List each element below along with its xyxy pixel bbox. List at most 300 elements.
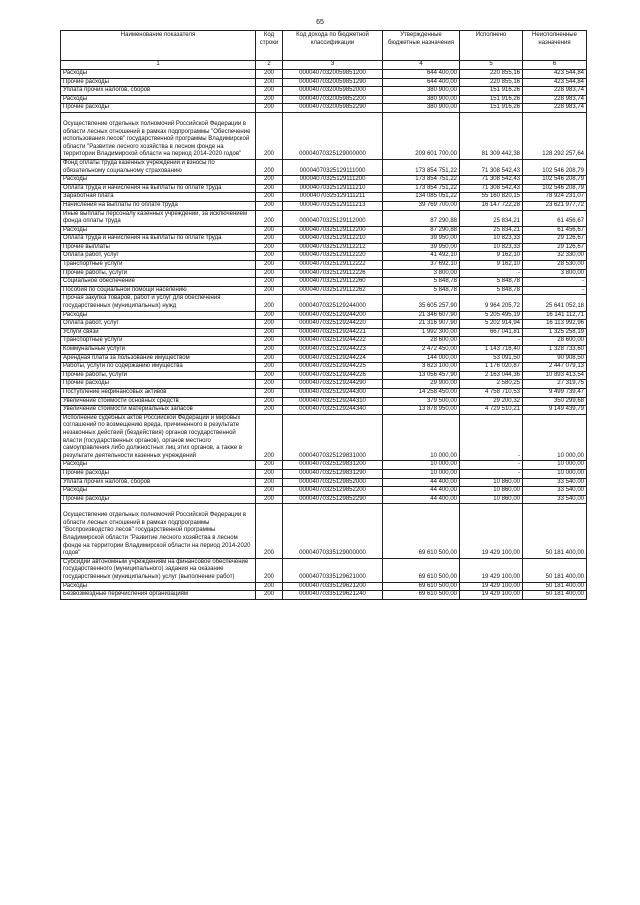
row-approved: 644 400,00 — [383, 78, 460, 87]
row-remaining: 23 621 977,72 — [523, 201, 587, 210]
row-remaining: 228 983,74 — [523, 87, 587, 96]
row-approved: 37 692,10 — [383, 261, 460, 270]
row-income-code: 00004070325129831200 — [283, 461, 383, 470]
row-approved: 69 610 500,00 — [383, 582, 460, 591]
row-remaining: 29 126,67 — [523, 243, 587, 252]
row-approved: 5 848,78 — [383, 286, 460, 295]
row-approved: 10 000,00 — [383, 414, 460, 461]
row-line-code: 200 — [256, 95, 283, 104]
row-income-code: 00004070325129244000 — [283, 295, 383, 311]
table-row — [61, 397, 587, 406]
table-row — [61, 269, 587, 278]
table-row — [61, 388, 587, 397]
row-approved: 69 610 500,00 — [383, 504, 460, 559]
row-name: Пособия по социальной помощи населению — [61, 286, 256, 295]
row-line-code: 200 — [256, 269, 283, 278]
row-line-code: 200 — [256, 354, 283, 363]
row-income-code: 00004070325129112222 — [283, 261, 383, 270]
row-executed: 10 823,33 — [460, 235, 523, 244]
row-name: Исполнение судебных актов Российской Федерации и мировых соглашений по возмещению вреда, причиненного в результате незаконных действий (бездействия) органов государственной власти (государственных органов), органов местного самоуправления либо должностных лиц этих органов, а также в результате деятельности казенных учреждений — [61, 414, 256, 461]
row-approved: 173 854 751,22 — [383, 176, 460, 185]
row-name: Транспортные услуги — [61, 261, 256, 270]
row-income-code: 00004070325129852000 — [283, 478, 383, 487]
table-row — [61, 210, 587, 226]
row-name: Прочие расходы — [61, 380, 256, 389]
row-remaining: - — [523, 286, 587, 295]
row-line-code: 200 — [256, 184, 283, 193]
row-executed: 25 834,21 — [460, 210, 523, 226]
row-approved: 39 769 700,00 — [383, 201, 460, 210]
row-income-code: 00004070325129831000 — [283, 414, 383, 461]
row-executed: 2 580,25 — [460, 380, 523, 389]
row-name: Прочие расходы — [61, 78, 256, 87]
row-income-code: 00004070320059851200 — [283, 70, 383, 79]
row-approved: 173 854 751,22 — [383, 184, 460, 193]
row-income-code: 00004070335129621240 — [283, 591, 383, 600]
table-row — [61, 461, 587, 470]
row-line-code: 200 — [256, 210, 283, 226]
row-line-code: 200 — [256, 328, 283, 337]
row-name: Прочие расходы — [61, 469, 256, 478]
row-income-code: 00004070325129244225 — [283, 363, 383, 372]
row-remaining: 102 546 208,79 — [523, 176, 587, 185]
table-row — [61, 337, 587, 346]
row-approved: 13 056 457,90 — [383, 371, 460, 380]
row-approved: 35 605 257,90 — [383, 295, 460, 311]
page-number: 65 — [316, 19, 324, 26]
row-income-code: 00004070325129112210 — [283, 235, 383, 244]
row-approved: 87 290,88 — [383, 210, 460, 226]
row-approved: 29 900,00 — [383, 380, 460, 389]
row-income-code: 00004070325129112226 — [283, 269, 383, 278]
row-executed: - — [460, 337, 523, 346]
table-row — [61, 504, 587, 559]
row-line-code: 200 — [256, 261, 283, 270]
row-executed: 151 916,26 — [460, 87, 523, 96]
row-executed: 10 860,00 — [460, 478, 523, 487]
row-line-code: 200 — [256, 295, 283, 311]
table-row — [61, 469, 587, 478]
table-row — [61, 346, 587, 355]
column-number: 1 — [61, 61, 256, 70]
row-remaining: 28 530,00 — [523, 261, 587, 270]
row-name: Расходы — [61, 582, 256, 591]
row-income-code: 00004070325129112200 — [283, 226, 383, 235]
row-remaining: - — [523, 278, 587, 287]
row-executed: 71 308 542,43 — [460, 176, 523, 185]
table-row — [61, 243, 587, 252]
row-approved: 10 000,00 — [383, 461, 460, 470]
row-line-code: 200 — [256, 226, 283, 235]
row-executed: 4 758 710,53 — [460, 388, 523, 397]
row-income-code: 00004070325129244290 — [283, 380, 383, 389]
row-name: Заработная плата — [61, 193, 256, 202]
row-executed: 5 848,78 — [460, 278, 523, 287]
row-executed: 19 429 100,00 — [460, 504, 523, 559]
row-line-code: 200 — [256, 278, 283, 287]
row-name: Услуги связи — [61, 328, 256, 337]
table-row — [61, 320, 587, 329]
row-name: Расходы — [61, 70, 256, 79]
table-row — [61, 95, 587, 104]
table-row — [61, 311, 587, 320]
row-line-code: 200 — [256, 70, 283, 79]
table-row — [61, 159, 587, 175]
row-executed: 25 834,21 — [460, 226, 523, 235]
table-row — [61, 226, 587, 235]
row-remaining: 1 328 733,60 — [523, 346, 587, 355]
row-approved: 69 610 500,00 — [383, 558, 460, 582]
row-executed: 667 041,81 — [460, 328, 523, 337]
table-row — [61, 354, 587, 363]
row-line-code: 200 — [256, 252, 283, 261]
row-executed: 220 855,16 — [460, 70, 523, 79]
header-executed: Исполнено — [460, 31, 523, 61]
row-executed: - — [460, 469, 523, 478]
row-remaining: 423 544,84 — [523, 78, 587, 87]
row-executed: 220 855,16 — [460, 78, 523, 87]
row-name: Прочие расходы — [61, 495, 256, 504]
row-executed: - — [460, 269, 523, 278]
row-name: Транспортные услуги — [61, 337, 256, 346]
table-row — [61, 112, 587, 159]
table-row — [61, 487, 587, 496]
row-executed: - — [460, 414, 523, 461]
row-remaining: 27 319,75 — [523, 380, 587, 389]
row-income-code: 00004070335129621000 — [283, 558, 383, 582]
row-remaining: 16 141 112,71 — [523, 311, 587, 320]
row-executed: 5 202 914,94 — [460, 320, 523, 329]
row-approved: 21 316 907,90 — [383, 320, 460, 329]
row-income-code: 00004070325129111213 — [283, 201, 383, 210]
row-executed: - — [460, 461, 523, 470]
row-executed: 2 163 044,36 — [460, 371, 523, 380]
row-executed: 53 091,50 — [460, 354, 523, 363]
row-line-code: 200 — [256, 504, 283, 559]
row-remaining: 61 456,67 — [523, 226, 587, 235]
row-income-code: 00004070325129112262 — [283, 286, 383, 295]
row-name: Осуществление отдельных полномочий Российской Федерации в области лесных отношений в рамках подпрограммы "Обеспечение использования лесов" государственной программы Владимирской области "Развитие лесного хозяйства в лесном фонде на территории Владимирской области на период 2014-2020 годов" — [61, 112, 256, 159]
row-remaining: 16 113 992,96 — [523, 320, 587, 329]
row-approved: 644 400,00 — [383, 70, 460, 79]
row-remaining: 33 540,00 — [523, 478, 587, 487]
row-approved: 39 950,00 — [383, 235, 460, 244]
row-name: Прочие работы, услуги — [61, 371, 256, 380]
table-row — [61, 406, 587, 415]
row-income-code: 00004070325129112220 — [283, 252, 383, 261]
row-name: Поступление нефинансовых активов — [61, 388, 256, 397]
budget-execution-table — [60, 30, 587, 600]
row-executed: 10 860,00 — [460, 495, 523, 504]
row-income-code: 00004070325129244310 — [283, 397, 383, 406]
row-name: Социальное обеспечение — [61, 278, 256, 287]
row-name: Работы, услуги по содержанию имущества — [61, 363, 256, 372]
row-remaining: 50 181 400,00 — [523, 591, 587, 600]
row-approved: 10 000,00 — [383, 469, 460, 478]
row-name: Расходы — [61, 461, 256, 470]
row-executed: 151 916,26 — [460, 95, 523, 104]
row-remaining: 423 544,84 — [523, 70, 587, 79]
row-line-code: 200 — [256, 380, 283, 389]
row-approved: 14 258 450,00 — [383, 388, 460, 397]
row-executed: 55 160 820,15 — [460, 193, 523, 202]
row-executed: 151 916,26 — [460, 104, 523, 113]
row-name: Расходы — [61, 95, 256, 104]
row-executed: 9 162,10 — [460, 252, 523, 261]
row-remaining: 9 149 439,79 — [523, 406, 587, 415]
row-income-code: 00004070325129244220 — [283, 320, 383, 329]
row-line-code: 200 — [256, 311, 283, 320]
table-row — [61, 582, 587, 591]
row-approved: 87 290,88 — [383, 226, 460, 235]
row-line-code: 200 — [256, 388, 283, 397]
table-row — [61, 295, 587, 311]
row-line-code: 200 — [256, 582, 283, 591]
row-income-code: 00004070325129112000 — [283, 210, 383, 226]
header-income-code: Код дохода по бюджетной классификации — [283, 31, 383, 61]
row-executed: 16 147 722,28 — [460, 201, 523, 210]
row-executed: 1 176 020,87 — [460, 363, 523, 372]
row-remaining: 1 325 258,19 — [523, 328, 587, 337]
table-row — [61, 363, 587, 372]
row-name: Безвозмездные перечисления организациям — [61, 591, 256, 600]
row-approved: 380 900,00 — [383, 104, 460, 113]
row-name: Расходы — [61, 226, 256, 235]
row-approved: 39 950,00 — [383, 243, 460, 252]
table-row — [61, 193, 587, 202]
row-name: Коммунальные услуги — [61, 346, 256, 355]
row-name: Прочая закупка товаров, работ и услуг для обеспечения государственных (муниципальных) нужд — [61, 295, 256, 311]
table-row — [61, 78, 587, 87]
row-remaining: 33 540,00 — [523, 495, 587, 504]
row-line-code: 200 — [256, 104, 283, 113]
row-executed: 19 429 100,00 — [460, 582, 523, 591]
row-remaining: 32 330,00 — [523, 252, 587, 261]
header-line-code: Код строки — [256, 31, 283, 61]
row-remaining: 28 600,00 — [523, 337, 587, 346]
row-income-code: 00004070325129244340 — [283, 406, 383, 415]
row-line-code: 200 — [256, 406, 283, 415]
header-remaining: Неисполненные назначения — [523, 31, 587, 61]
row-executed: 9 162,10 — [460, 261, 523, 270]
row-income-code: 00004070320059852290 — [283, 104, 383, 113]
row-name: Увеличение стоимости основных средств — [61, 397, 256, 406]
row-executed: 5 848,78 — [460, 286, 523, 295]
row-name: Расходы — [61, 311, 256, 320]
row-income-code: 00004070325129111000 — [283, 159, 383, 175]
row-name: Фонд оплаты труда казенных учреждений и взносы по обязательному социальному страхованию — [61, 159, 256, 175]
table-row — [61, 184, 587, 193]
row-name: Расходы — [61, 176, 256, 185]
row-approved: 44 400,00 — [383, 495, 460, 504]
row-remaining: 50 181 400,00 — [523, 504, 587, 559]
row-approved: 134 085 051,22 — [383, 193, 460, 202]
row-income-code: 00004070325129852290 — [283, 495, 383, 504]
row-approved: 380 900,00 — [383, 95, 460, 104]
row-approved: 5 848,78 — [383, 278, 460, 287]
table-row — [61, 201, 587, 210]
column-number: 6 — [523, 61, 587, 70]
row-approved: 44 400,00 — [383, 478, 460, 487]
row-remaining: 25 641 052,18 — [523, 295, 587, 311]
row-income-code: 00004070325129244300 — [283, 388, 383, 397]
row-name: Оплата труда и начисления на выплаты по оплате труда — [61, 184, 256, 193]
row-line-code: 200 — [256, 159, 283, 175]
row-line-code: 200 — [256, 176, 283, 185]
row-income-code: 00004070325129831290 — [283, 469, 383, 478]
row-line-code: 200 — [256, 478, 283, 487]
row-income-code: 00004070335129621200 — [283, 582, 383, 591]
row-remaining: 228 983,74 — [523, 95, 587, 104]
row-executed: 29 200,32 — [460, 397, 523, 406]
row-approved: 144 000,00 — [383, 354, 460, 363]
row-income-code: 00004070325129244224 — [283, 354, 383, 363]
row-remaining: 102 546 208,79 — [523, 184, 587, 193]
row-remaining: 78 924 231,07 — [523, 193, 587, 202]
row-executed: 4 729 510,21 — [460, 406, 523, 415]
row-line-code: 200 — [256, 363, 283, 372]
row-line-code: 200 — [256, 78, 283, 87]
row-name: Увеличение стоимости материальных запасов — [61, 406, 256, 415]
row-approved: 3 800,00 — [383, 269, 460, 278]
row-name: Прочие работы, услуги — [61, 269, 256, 278]
row-line-code: 200 — [256, 346, 283, 355]
row-name: Иные выплаты персоналу казенных учреждений, за исключением фонда оплаты труда — [61, 210, 256, 226]
row-executed: 71 308 542,43 — [460, 159, 523, 175]
table-row — [61, 558, 587, 582]
row-approved: 28 600,00 — [383, 337, 460, 346]
row-remaining: 90 908,50 — [523, 354, 587, 363]
row-line-code: 200 — [256, 193, 283, 202]
table-row — [61, 104, 587, 113]
column-number: 4 — [383, 61, 460, 70]
table-row — [61, 328, 587, 337]
row-executed: 9 964 205,72 — [460, 295, 523, 311]
row-approved: 173 854 751,22 — [383, 159, 460, 175]
row-name: Оплата работ, услуг — [61, 320, 256, 329]
row-approved: 2 472 450,00 — [383, 346, 460, 355]
table-row — [61, 252, 587, 261]
column-number: 3 — [283, 61, 383, 70]
header-approved: Утвержденные бюджетные назначения — [383, 31, 460, 61]
table-row — [61, 380, 587, 389]
row-remaining: 29 126,67 — [523, 235, 587, 244]
row-name: Арендная плата за пользование имуществом — [61, 354, 256, 363]
row-approved: 69 610 500,00 — [383, 591, 460, 600]
row-line-code: 200 — [256, 201, 283, 210]
row-approved: 41 492,10 — [383, 252, 460, 261]
table-row — [61, 278, 587, 287]
row-income-code: 00004070325129244223 — [283, 346, 383, 355]
row-income-code: 00004070335129000000 — [283, 504, 383, 559]
row-executed: 19 429 100,00 — [460, 558, 523, 582]
row-remaining: 128 292 257,64 — [523, 112, 587, 159]
row-line-code: 200 — [256, 286, 283, 295]
row-remaining: 9 499 739,47 — [523, 388, 587, 397]
row-remaining: 61 456,67 — [523, 210, 587, 226]
row-line-code: 200 — [256, 495, 283, 504]
column-number-row — [61, 61, 587, 70]
row-line-code: 200 — [256, 243, 283, 252]
row-line-code: 200 — [256, 87, 283, 96]
row-name: Уплата прочих налогов, сборов — [61, 87, 256, 96]
row-line-code: 200 — [256, 320, 283, 329]
row-executed: 71 308 542,43 — [460, 184, 523, 193]
table-row — [61, 371, 587, 380]
row-income-code: 00004070325129244200 — [283, 311, 383, 320]
row-income-code: 00004070325129111211 — [283, 193, 383, 202]
header-row — [61, 31, 587, 61]
row-approved: 44 400,00 — [383, 487, 460, 496]
row-income-code: 00004070325129244222 — [283, 337, 383, 346]
table-row — [61, 87, 587, 96]
row-remaining: 10 000,00 — [523, 414, 587, 461]
row-executed: 10 823,33 — [460, 243, 523, 252]
row-executed: 10 860,00 — [460, 487, 523, 496]
header-indicator-name: Наименование показателя — [61, 31, 256, 61]
row-name: Оплата труда и начисления на выплаты по оплате труда — [61, 235, 256, 244]
row-line-code: 200 — [256, 414, 283, 461]
row-remaining: 350 299,68 — [523, 397, 587, 406]
row-remaining: 10 000,00 — [523, 461, 587, 470]
table-row — [61, 414, 587, 461]
row-remaining: 10 000,00 — [523, 469, 587, 478]
row-line-code: 200 — [256, 112, 283, 159]
row-remaining: 10 893 413,54 — [523, 371, 587, 380]
row-remaining: 3 800,00 — [523, 269, 587, 278]
row-line-code: 200 — [256, 371, 283, 380]
row-approved: 21 346 607,90 — [383, 311, 460, 320]
table-row — [61, 176, 587, 185]
table-body — [61, 70, 587, 600]
row-executed: 81 309 442,38 — [460, 112, 523, 159]
row-income-code: 00004070325129852200 — [283, 487, 383, 496]
row-remaining: 102 546 208,79 — [523, 159, 587, 175]
table-row — [61, 286, 587, 295]
row-approved: 380 900,00 — [383, 87, 460, 96]
row-income-code: 00004070320059852200 — [283, 95, 383, 104]
row-approved: 379 500,00 — [383, 397, 460, 406]
table-row — [61, 495, 587, 504]
row-name: Осуществление отдельных полномочий Российской Федерации в области лесных отношений в рамках подпрограммы "Воспроизводство лесов" государственной программы Владимирской области "Развитие лесного хозяйства в лесном фонде на территории Владимирской области на период 2014-2020 годов" — [61, 504, 256, 559]
row-line-code: 200 — [256, 487, 283, 496]
row-income-code: 00004070325129000000 — [283, 112, 383, 159]
row-income-code: 00004070325129244221 — [283, 328, 383, 337]
row-remaining: 33 540,00 — [523, 487, 587, 496]
table-row — [61, 478, 587, 487]
row-line-code: 200 — [256, 469, 283, 478]
row-income-code: 00004070325129244226 — [283, 371, 383, 380]
row-income-code: 00004070320059851290 — [283, 78, 383, 87]
row-name: Субсидии автономным учреждениям на финансовое обеспечение государственного (муниципального) задания на оказание государственных (муниципальных) услуг (выполнение работ) — [61, 558, 256, 582]
row-executed: 1 143 716,40 — [460, 346, 523, 355]
row-remaining: 2 447 079,13 — [523, 363, 587, 372]
row-income-code: 00004070325129111200 — [283, 176, 383, 185]
row-remaining: 50 181 400,00 — [523, 558, 587, 582]
row-approved: 3 623 100,00 — [383, 363, 460, 372]
table-row — [61, 591, 587, 600]
table-row — [61, 261, 587, 270]
table-row — [61, 235, 587, 244]
row-income-code: 00004070325129112260 — [283, 278, 383, 287]
row-name: Начисления на выплаты по оплате труда — [61, 201, 256, 210]
row-remaining: 50 181 400,00 — [523, 582, 587, 591]
row-executed: 19 429 100,00 — [460, 591, 523, 600]
row-income-code: 00004070325129111210 — [283, 184, 383, 193]
row-income-code: 00004070320059852000 — [283, 87, 383, 96]
row-approved: 13 878 950,00 — [383, 406, 460, 415]
row-line-code: 200 — [256, 397, 283, 406]
